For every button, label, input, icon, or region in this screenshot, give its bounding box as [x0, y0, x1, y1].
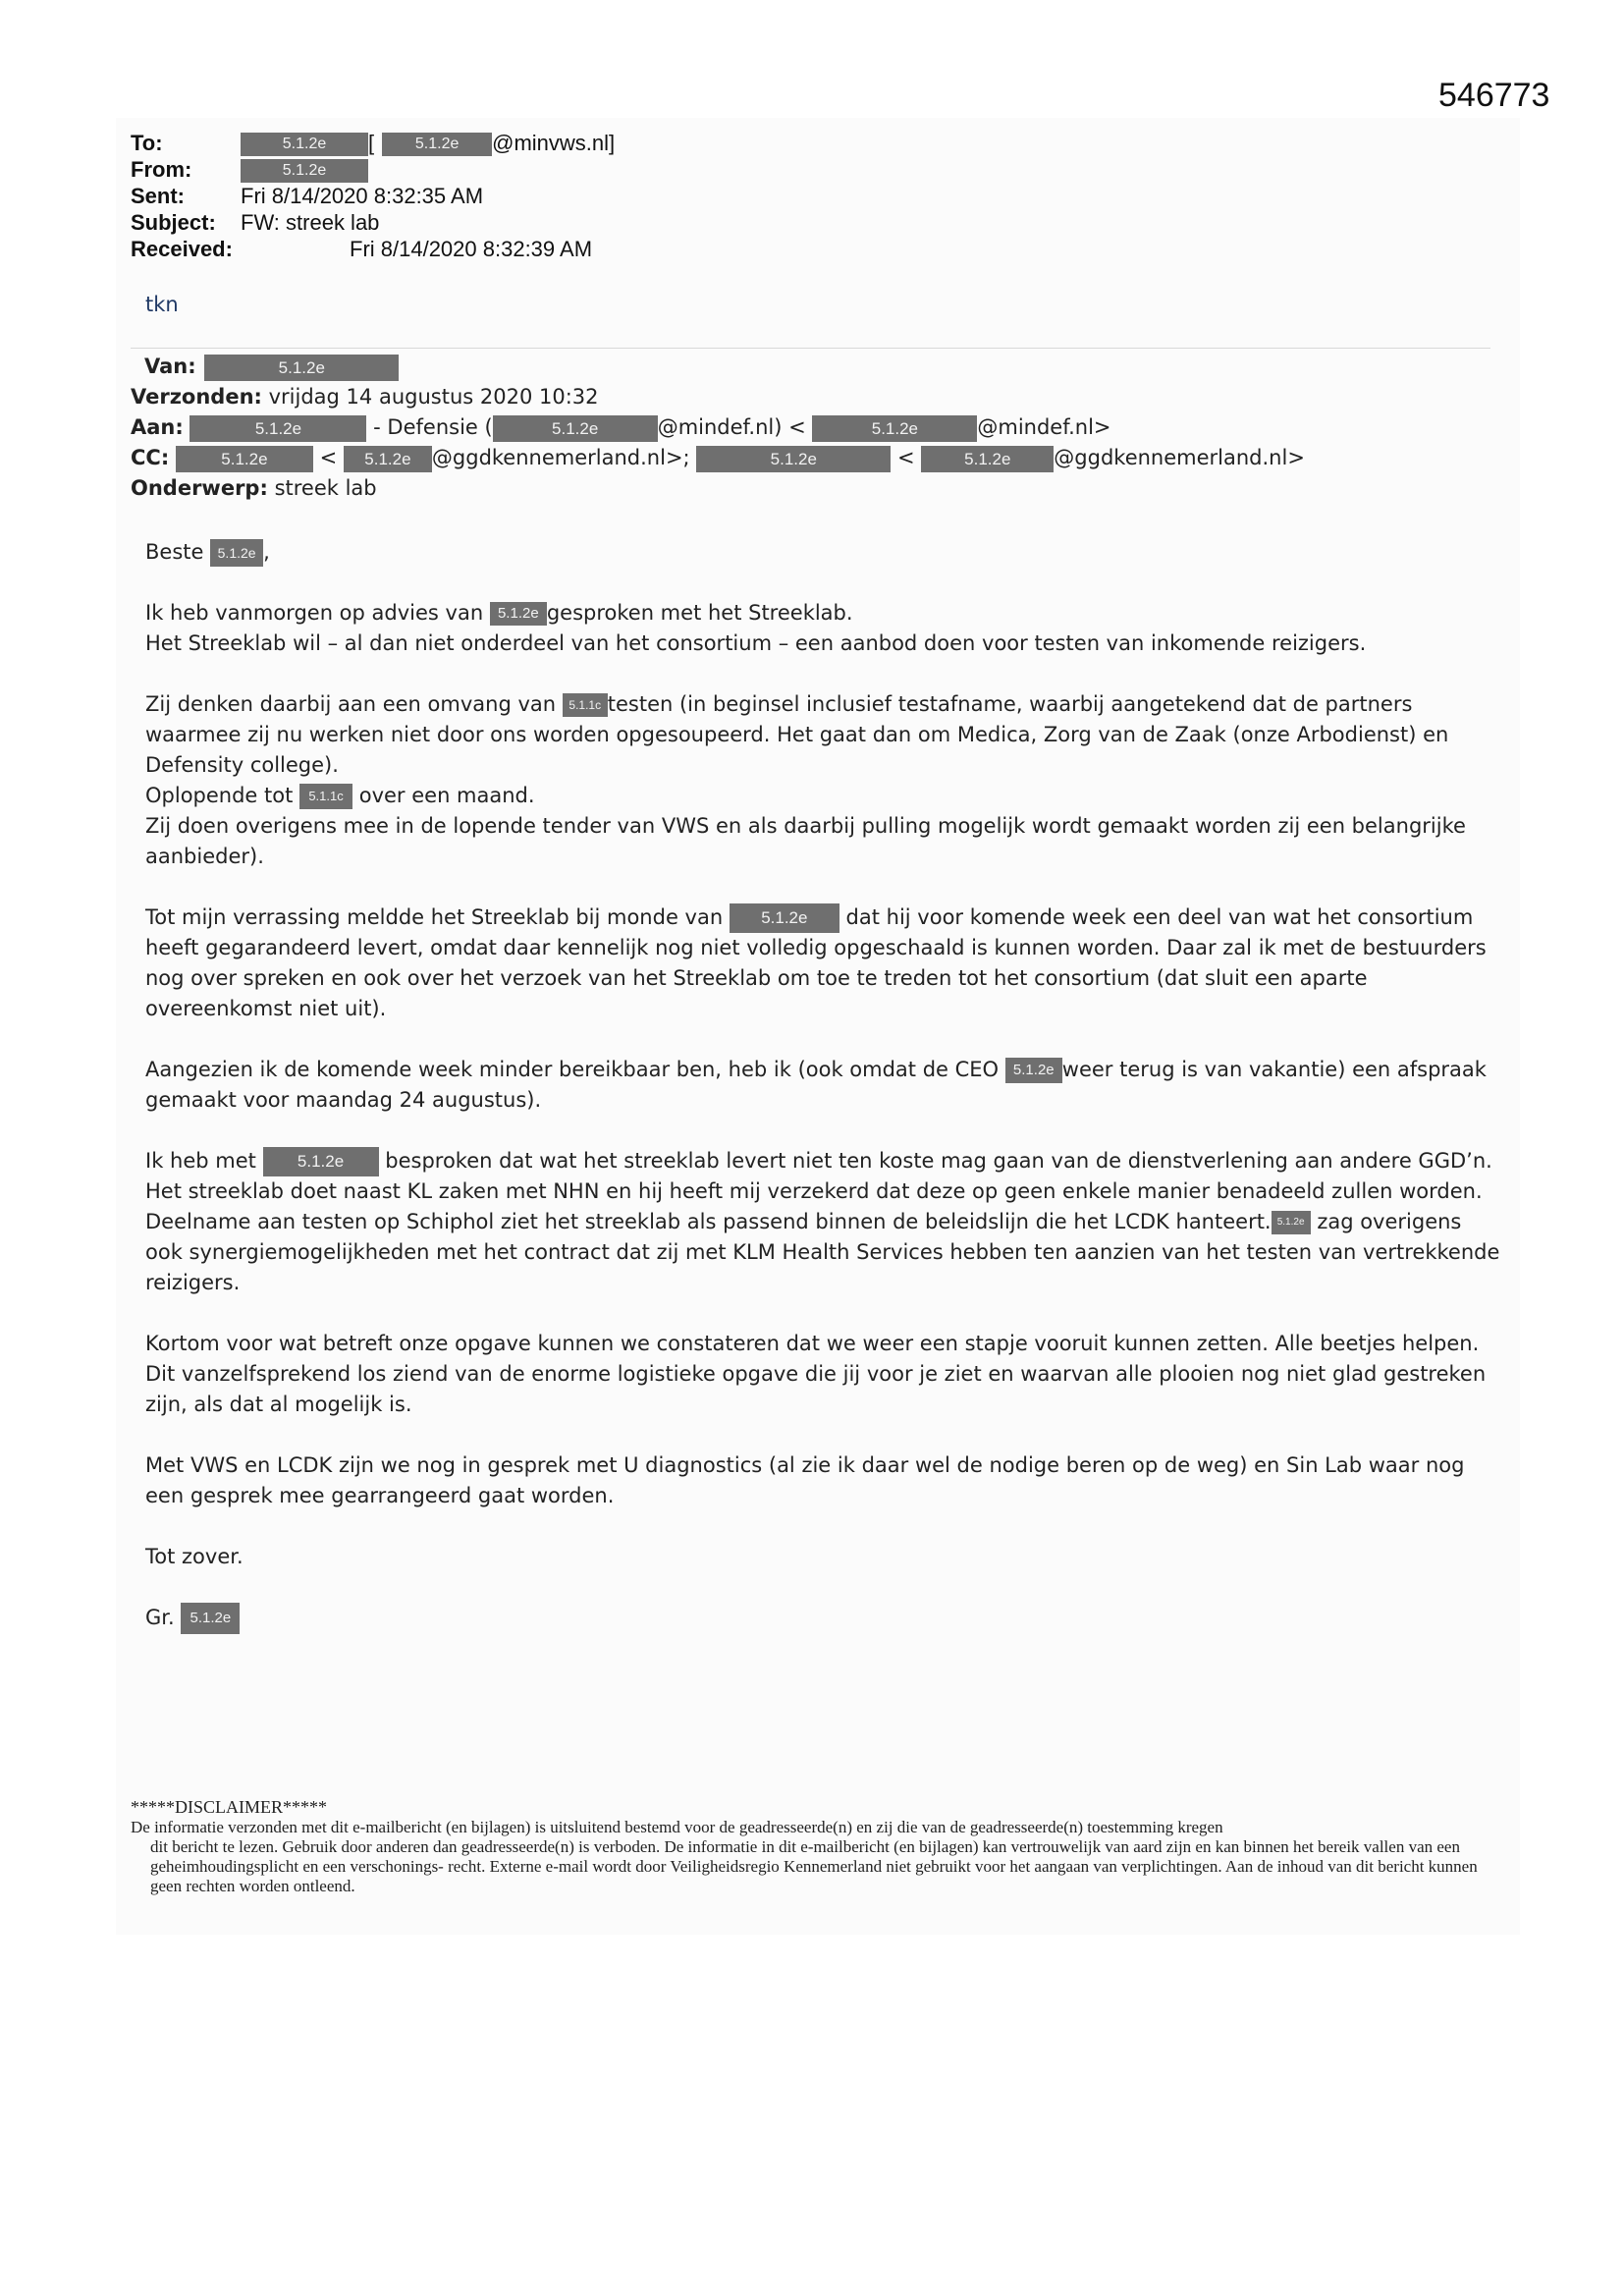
disclaimer-text: dit bericht te lezen. Gebruik door anderen dan geadresseerde(n) is verboden. De informatie in dit e-mailbericht (en bijlagen) kan vertrouwelijk van aard zijn en kan binnen het bereik vallen van een geheimhoudingsplicht en een verschonings- recht. Externe e-mail wordt door Veiligheidsregio Kennemerland niet gebruikt voor het aangaan van verplichtingen. Aan de inhoud van dit bericht kunnen geen rechten worden ontleend. [150, 1837, 1478, 1895]
cc-bracket: < [319, 446, 338, 469]
paragraph: Aangezien ik de komende week minder bereikbaar ben, heb ik (ook omdat de CEO 5.1.2e weer terug is van vakantie) een afspraak gemaakt voor maandag 24 augustus). [145, 1058, 1487, 1112]
redaction: 5.1.2e [344, 446, 432, 472]
redaction: 5.1.2e [493, 415, 658, 442]
page-number: 546773 [1438, 77, 1550, 114]
disclaimer-line: De informatie verzonden met dit e-mailbericht (en bijlagen) is uitsluitend bestemd voor de geadresseerde(n) en zij die van de geadresseerde(n) toestemming kregen [131, 1818, 1223, 1836]
greeting: Beste 5.1.2e , [145, 537, 1500, 568]
cc-bracket: < [897, 446, 915, 469]
verzonden-row [131, 382, 1305, 412]
redaction: 5.1.2e [181, 1603, 240, 1634]
to-domain: @minvws.nl] [492, 131, 616, 155]
aan-row [131, 412, 1305, 443]
from-row [131, 156, 327, 183]
cc-domain: @ggdkennemerland.nl> [1054, 446, 1305, 469]
van-row [131, 352, 1305, 382]
redaction: 5.1.2e [730, 903, 839, 933]
redaction: 5.1.2e [382, 133, 492, 156]
disclaimer-title: *****DISCLAIMER***** [131, 1797, 328, 1817]
redaction: 5.1.2e [241, 133, 368, 156]
redaction: 5.1.2e [189, 415, 366, 442]
aan-domain: @mindef.nl> [977, 415, 1111, 439]
redaction: 5.1.2e [490, 602, 547, 626]
redaction: 5.1.2e [696, 446, 891, 472]
redaction: 5.1.2e [812, 415, 977, 442]
cc-label: CC: [131, 446, 170, 469]
aan-domain: @mindef.nl) < [657, 415, 806, 439]
received-value: Fri 8/14/2020 8:32:39 AM [350, 237, 593, 261]
paragraph: Ik heb met 5.1.2e besproken dat wat het streeklab levert niet ten koste mag gaan van de dienstverlening aan andere GGD’n. Het streeklab doet naast KL zaken met NHN en hij heeft mij verzekerd dat deze op geen enkele manier benadeeld zullen worden. Deelname aan testen op Schiphol ziet het streeklab als passend binnen de beleidslijn die het LCDK hanteert. 5.1.2e zag overigens ook synergiemogelijkheden met het contract dat zij met KLM Health Services hebben ten aanzien van het testen van vertrekkende reizigers. [145, 1149, 1500, 1294]
sent-label: Sent: [131, 184, 185, 208]
forwarded-header [131, 352, 1305, 504]
onderwerp-label: Onderwerp: [131, 476, 268, 500]
received-label: Received: [131, 237, 233, 261]
subject-row [131, 209, 380, 236]
paragraph: Tot mijn verrassing meldde het Streeklab bij monde van 5.1.2e dat hij voor komende week een deel van wat het consortium heeft gegarandeerd levert, omdat daar kennelijk nog niet volledig opgeschaald is kunnen worden. Daar zal ik met de bestuurders nog over spreken en ook over het verzoek van het Streeklab om toe te treden tot het consortium (dat sluit een aparte overeenkomst niet uit). [145, 905, 1487, 1020]
redaction: 5.1.1c [563, 693, 608, 717]
to-row [131, 130, 616, 156]
cc-domain: @ggdkennemerland.nl>; [431, 446, 690, 469]
email-header [131, 130, 616, 262]
redaction: 5.1.2e [1272, 1211, 1311, 1234]
sent-row [131, 183, 484, 209]
cc-row [131, 443, 1305, 473]
redaction: 5.1.2e [210, 539, 263, 567]
verzonden-value: vrijdag 14 augustus 2020 10:32 [268, 385, 599, 409]
aan-label: Aan: [131, 415, 184, 439]
disclaimer [131, 1797, 1495, 1896]
to-bracket: [ [368, 131, 375, 155]
email-body [145, 537, 1500, 1665]
redaction: 5.1.2e [204, 355, 399, 381]
closing: Gr. 5.1.2e [145, 1603, 1500, 1634]
paragraph: Kortom voor wat betreft onze opgave kunnen we constateren dat we weer een stapje vooruit kunnen zetten. Alle beetjes helpen. Dit vanzelfsprekend los ziend van de enorme logistieke opgave die jij voor je ziet en waarvan alle plooien nog niet glad gestreken zijn, als dat al mogelijk is. [145, 1332, 1487, 1416]
redaction: 5.1.2e [176, 446, 313, 472]
sent-value: Fri 8/14/2020 8:32:35 AM [241, 184, 484, 208]
from-label: From: [131, 157, 192, 182]
subject-value: FW: streek lab [241, 210, 380, 235]
paragraph: Zij denken daarbij aan een omvang van 5.1.1c testen (in beginsel inclusief testafname, waarbij aangetekend dat de partners waarmee zij nu werken niet door ons worden opgesoupeerd. Het gaat dan om Medica, Zorg van de Zaak (onze Arbodienst) en Defensity college). Oplopende tot 5.1.1c over een maand. Zij doen overigens mee in de lopende tender van VWS en als daarbij pulling mogelijk wordt gemaakt worden zij een belangrijke aanbieder). [145, 692, 1466, 868]
redaction: 5.1.2e [241, 159, 368, 183]
redaction: 5.1.2e [263, 1147, 379, 1176]
redaction: 5.1.2e [1005, 1058, 1062, 1083]
redaction: 5.1.1c [299, 784, 352, 809]
tkn-note: tkn [145, 293, 179, 316]
divider [131, 348, 1490, 349]
subject-label: Subject: [131, 210, 216, 235]
redaction: 5.1.2e [921, 446, 1054, 472]
aan-text: - Defensie ( [373, 415, 493, 439]
onderwerp-row [131, 473, 1305, 504]
to-label: To: [131, 131, 163, 155]
onderwerp-value: streek lab [274, 476, 377, 500]
verzonden-label: Verzonden: [131, 385, 262, 409]
paragraph: Met VWS en LCDK zijn we nog in gesprek met U diagnostics (al zie ik daar wel de nodige beren op de weg) en Sin Lab waar nog een gesprek mee gearrangeerd gaat worden. [145, 1453, 1465, 1507]
received-row [131, 236, 593, 262]
paragraph: Ik heb vanmorgen op advies van 5.1.2e gesproken met het Streeklab. Het Streeklab wil – al dan niet onderdeel van het consortium – een aanbod doen voor testen van inkomende reizigers. [145, 601, 1367, 655]
van-label: Van: [144, 355, 196, 378]
paragraph: Tot zover. [145, 1545, 244, 1568]
